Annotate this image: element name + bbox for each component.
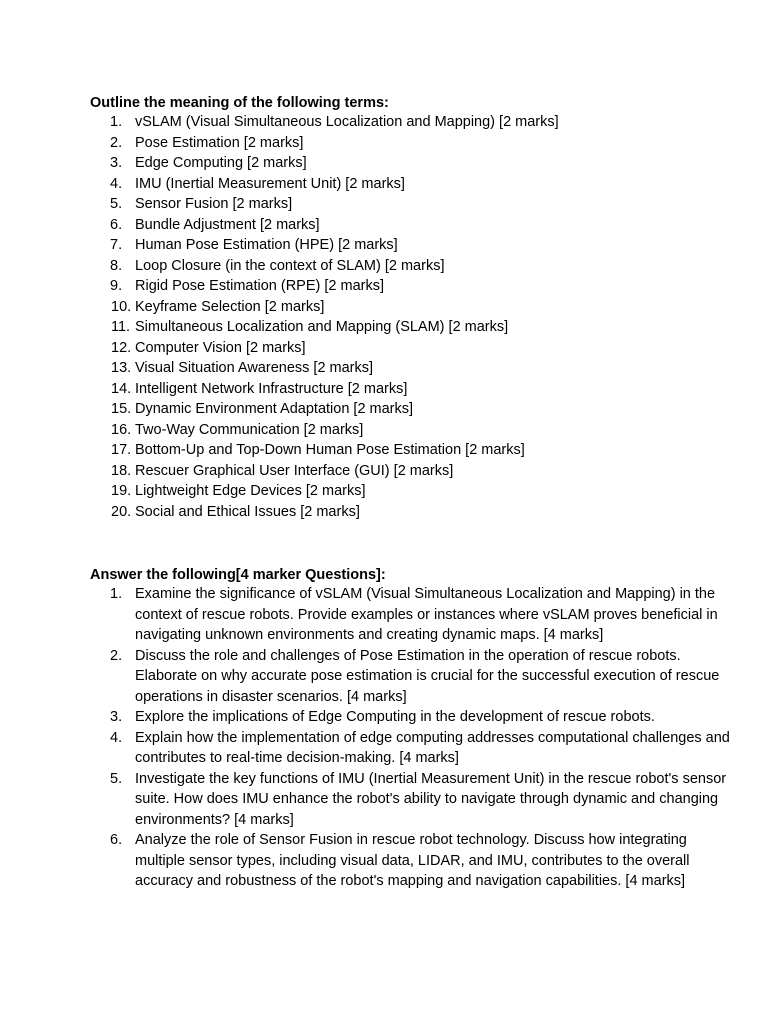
question-item (90, 707, 730, 728)
item-text: Two-Way Communication [2 marks] (135, 421, 364, 438)
item-number: 6. (110, 832, 123, 848)
item-text: Sensor Fusion [2 marks] (135, 196, 293, 212)
item-number: 4. (110, 729, 123, 746)
item-number: 5. (110, 770, 123, 787)
question-item (90, 728, 730, 769)
item-number: 10. (111, 298, 132, 315)
item-number: 18. (111, 462, 132, 479)
list-item (90, 317, 730, 338)
item-number: 2. (110, 134, 123, 151)
item-number: 8. (110, 257, 123, 274)
item-text: Computer Vision [2 marks] (135, 339, 306, 356)
item-number: 3. (110, 155, 123, 171)
item-number: 7. (110, 237, 123, 253)
list-item (90, 235, 730, 256)
list-item (90, 502, 730, 523)
item-number: 1. (110, 114, 123, 130)
item-text: Visual Situation Awareness [2 marks] (135, 360, 374, 376)
question-item (90, 584, 730, 646)
item-text: Explain how the implementation of edge computing addresses computational challenges and contributes to real-time decision-making. [4 marks] (135, 729, 730, 766)
item-number: 13. (111, 360, 132, 376)
list-item (90, 338, 730, 359)
section-heading-questions: Answer the following[4 marker Questions]: (90, 567, 386, 583)
question-item (90, 769, 730, 831)
list-item (90, 215, 730, 236)
list-item (90, 297, 730, 318)
item-text: Bundle Adjustment [2 marks] (135, 216, 320, 233)
item-number: 2. (110, 647, 123, 664)
item-text: Rigid Pose Estimation (RPE) [2 marks] (135, 278, 384, 294)
item-number: 16. (111, 421, 132, 438)
list-item (90, 440, 730, 461)
item-text: Edge Computing [2 marks] (135, 155, 307, 171)
item-text: IMU (Inertial Measurement Unit) [2 marks] (135, 175, 405, 192)
list-item (90, 133, 730, 154)
item-text: Lightweight Edge Devices [2 marks] (135, 483, 366, 499)
question-item (90, 830, 730, 892)
item-text: Rescuer Graphical User Interface (GUI) [2 marks] (135, 462, 454, 479)
list-item (90, 153, 730, 174)
item-number: 6. (110, 216, 123, 233)
item-number: 5. (110, 196, 123, 212)
item-text: Discuss the role and challenges of Pose Estimation in the operation of rescue robots. Elaborate on why accurate pose estimation is crucial for the successful execution of rescue operations in disaster scenarios. [4 marks] (135, 647, 720, 705)
item-text: Analyze the role of Sensor Fusion in rescue robot technology. Discuss how integrating multiple sensor types, including visual data, LIDAR, and IMU, contributes to the overall accuracy and robustness of the robot's mapping and navigation capabilities. [4 marks] (135, 832, 690, 889)
item-text: Dynamic Environment Adaptation [2 marks] (135, 401, 414, 417)
item-number: 20. (111, 503, 132, 520)
item-text: Social and Ethical Issues [2 marks] (135, 503, 360, 520)
item-number: 9. (110, 278, 123, 294)
list-item (90, 399, 730, 420)
list-item (90, 481, 730, 502)
item-number: 14. (111, 380, 132, 397)
item-text: Keyframe Selection [2 marks] (135, 298, 325, 315)
item-text: Loop Closure (in the context of SLAM) [2 marks] (135, 257, 445, 274)
item-text: vSLAM (Visual Simultaneous Localization and Mapping) [2 marks] (135, 114, 559, 130)
item-text: Simultaneous Localization and Mapping (SLAM) [2 marks] (135, 319, 509, 335)
item-text: Examine the significance of vSLAM (Visual Simultaneous Localization and Mapping) in the context of rescue robots. Provide examples or instances where vSLAM proves beneficial in navigating unknown environments and creating dynamic maps. [4 marks] (135, 586, 718, 643)
list-item (90, 420, 730, 441)
list-item (90, 358, 730, 379)
terms-list (90, 112, 730, 522)
item-number: 12. (111, 339, 132, 356)
item-number: 1. (110, 586, 123, 602)
item-text: Pose Estimation [2 marks] (135, 134, 304, 151)
list-item (90, 379, 730, 400)
questions-list (90, 584, 730, 892)
question-item (90, 646, 730, 708)
item-number: 4. (110, 175, 123, 192)
item-number: 3. (110, 709, 123, 725)
list-item (90, 256, 730, 277)
item-number: 11. (111, 319, 131, 335)
item-text: Investigate the key functions of IMU (Inertial Measurement Unit) in the rescue robot's sensor suite. How does IMU enhance the robot's ability to navigate through dynamic and changing environments? [4 marks] (135, 770, 727, 828)
section-heading-terms: Outline the meaning of the following terms: (90, 95, 389, 111)
item-text: Human Pose Estimation (HPE) [2 marks] (135, 237, 398, 253)
list-item (90, 194, 730, 215)
item-text: Explore the implications of Edge Computing in the development of rescue robots. (135, 709, 655, 725)
item-number: 17. (111, 442, 132, 458)
item-text: Bottom-Up and Top-Down Human Pose Estimation [2 marks] (135, 442, 525, 458)
list-item (90, 112, 730, 133)
item-number: 19. (111, 483, 132, 499)
list-item (90, 174, 730, 195)
list-item (90, 276, 730, 297)
item-text: Intelligent Network Infrastructure [2 marks] (135, 380, 408, 397)
item-number: 15. (111, 401, 132, 417)
list-item (90, 461, 730, 482)
